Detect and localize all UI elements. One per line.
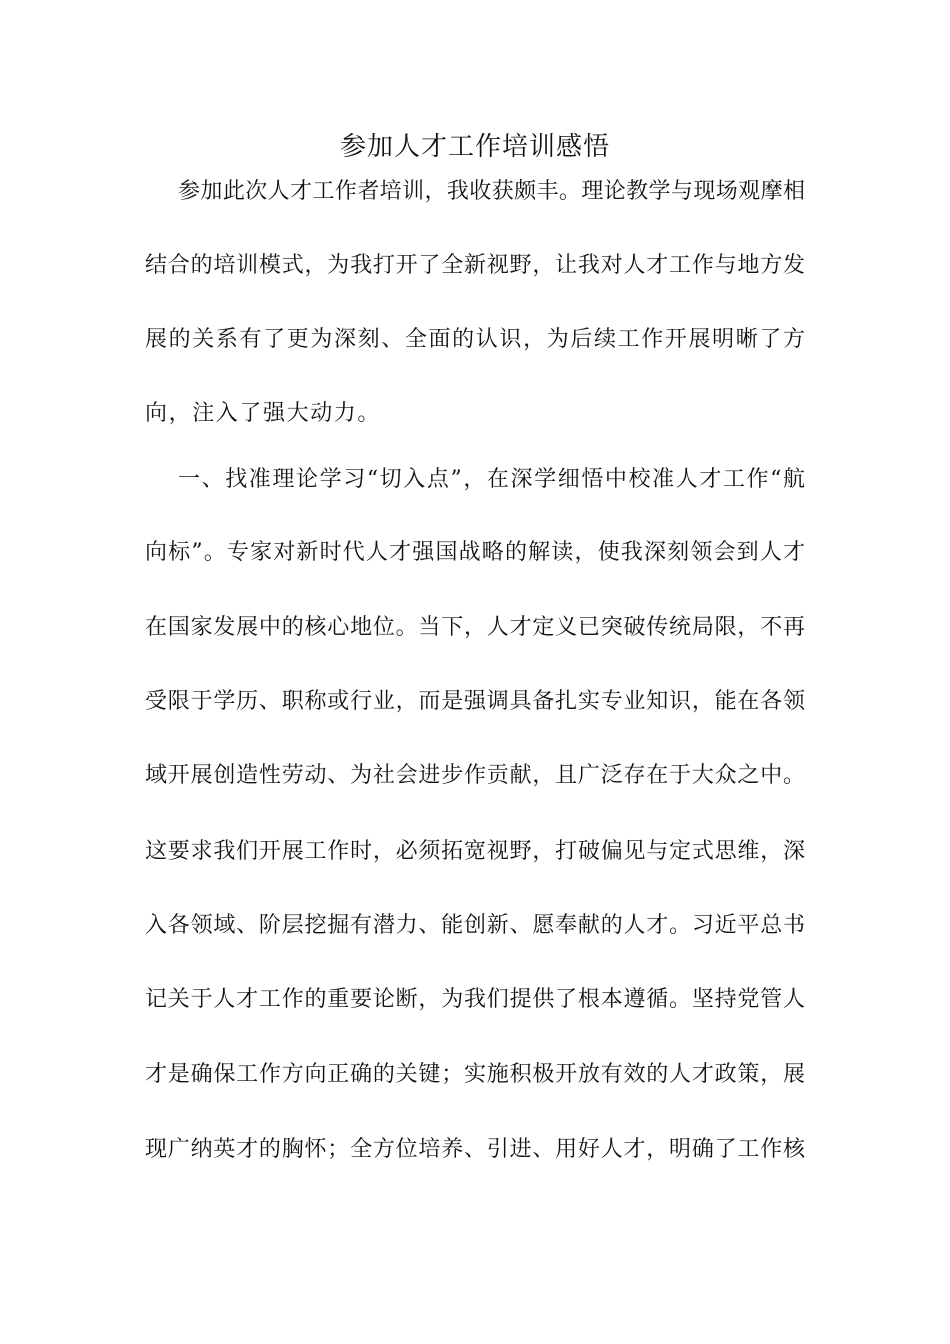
text-line: 这要求我们开展工作时，必须拓宽视野，打破偏见与定式思维，深 (145, 839, 805, 864)
text-line: 受限于学历、职称或行业，而是强调具备扎实专业知识，能在各领 (145, 689, 805, 714)
text-line: 入各领域、阶层挖掘有潜力、能创新、愿奉献的人才。习近平总书 (145, 913, 805, 938)
text-line: 一、找准理论学习“切入点”，在深学细悟中校准人才工作“航 (178, 467, 805, 492)
text-line: 向标”。专家对新时代人才强国战略的解读，使我深刻领会到人才 (145, 540, 805, 565)
text-line: 结合的培训模式，为我打开了全新视野，让我对人才工作与地方发 (145, 253, 805, 278)
text-line: 展的关系有了更为深刻、全面的认识，为后续工作开展明晰了方 (145, 327, 805, 352)
text-line: 向，注入了强大动力。 (145, 401, 382, 426)
text-line: 才是确保工作方向正确的关键；实施积极开放有效的人才政策，展 (145, 1062, 805, 1087)
text-line: 记关于人才工作的重要论断，为我们提供了根本遵循。坚持党管人 (145, 987, 805, 1012)
text-line: 现广纳英才的胸怀；全方位培养、引进、用好人才，明确了工作核 (145, 1137, 805, 1162)
document-title: 参加人才工作培训感悟 (339, 132, 610, 162)
text-line: 域开展创造性劳动、为社会进步作贡献，且广泛存在于大众之中。 (145, 763, 805, 788)
text-line: 参加此次人才工作者培训，我收获颇丰。理论教学与现场观摩相 (178, 179, 805, 204)
text-line: 在国家发展中的核心地位。当下，人才定义已突破传统局限，不再 (145, 615, 805, 640)
